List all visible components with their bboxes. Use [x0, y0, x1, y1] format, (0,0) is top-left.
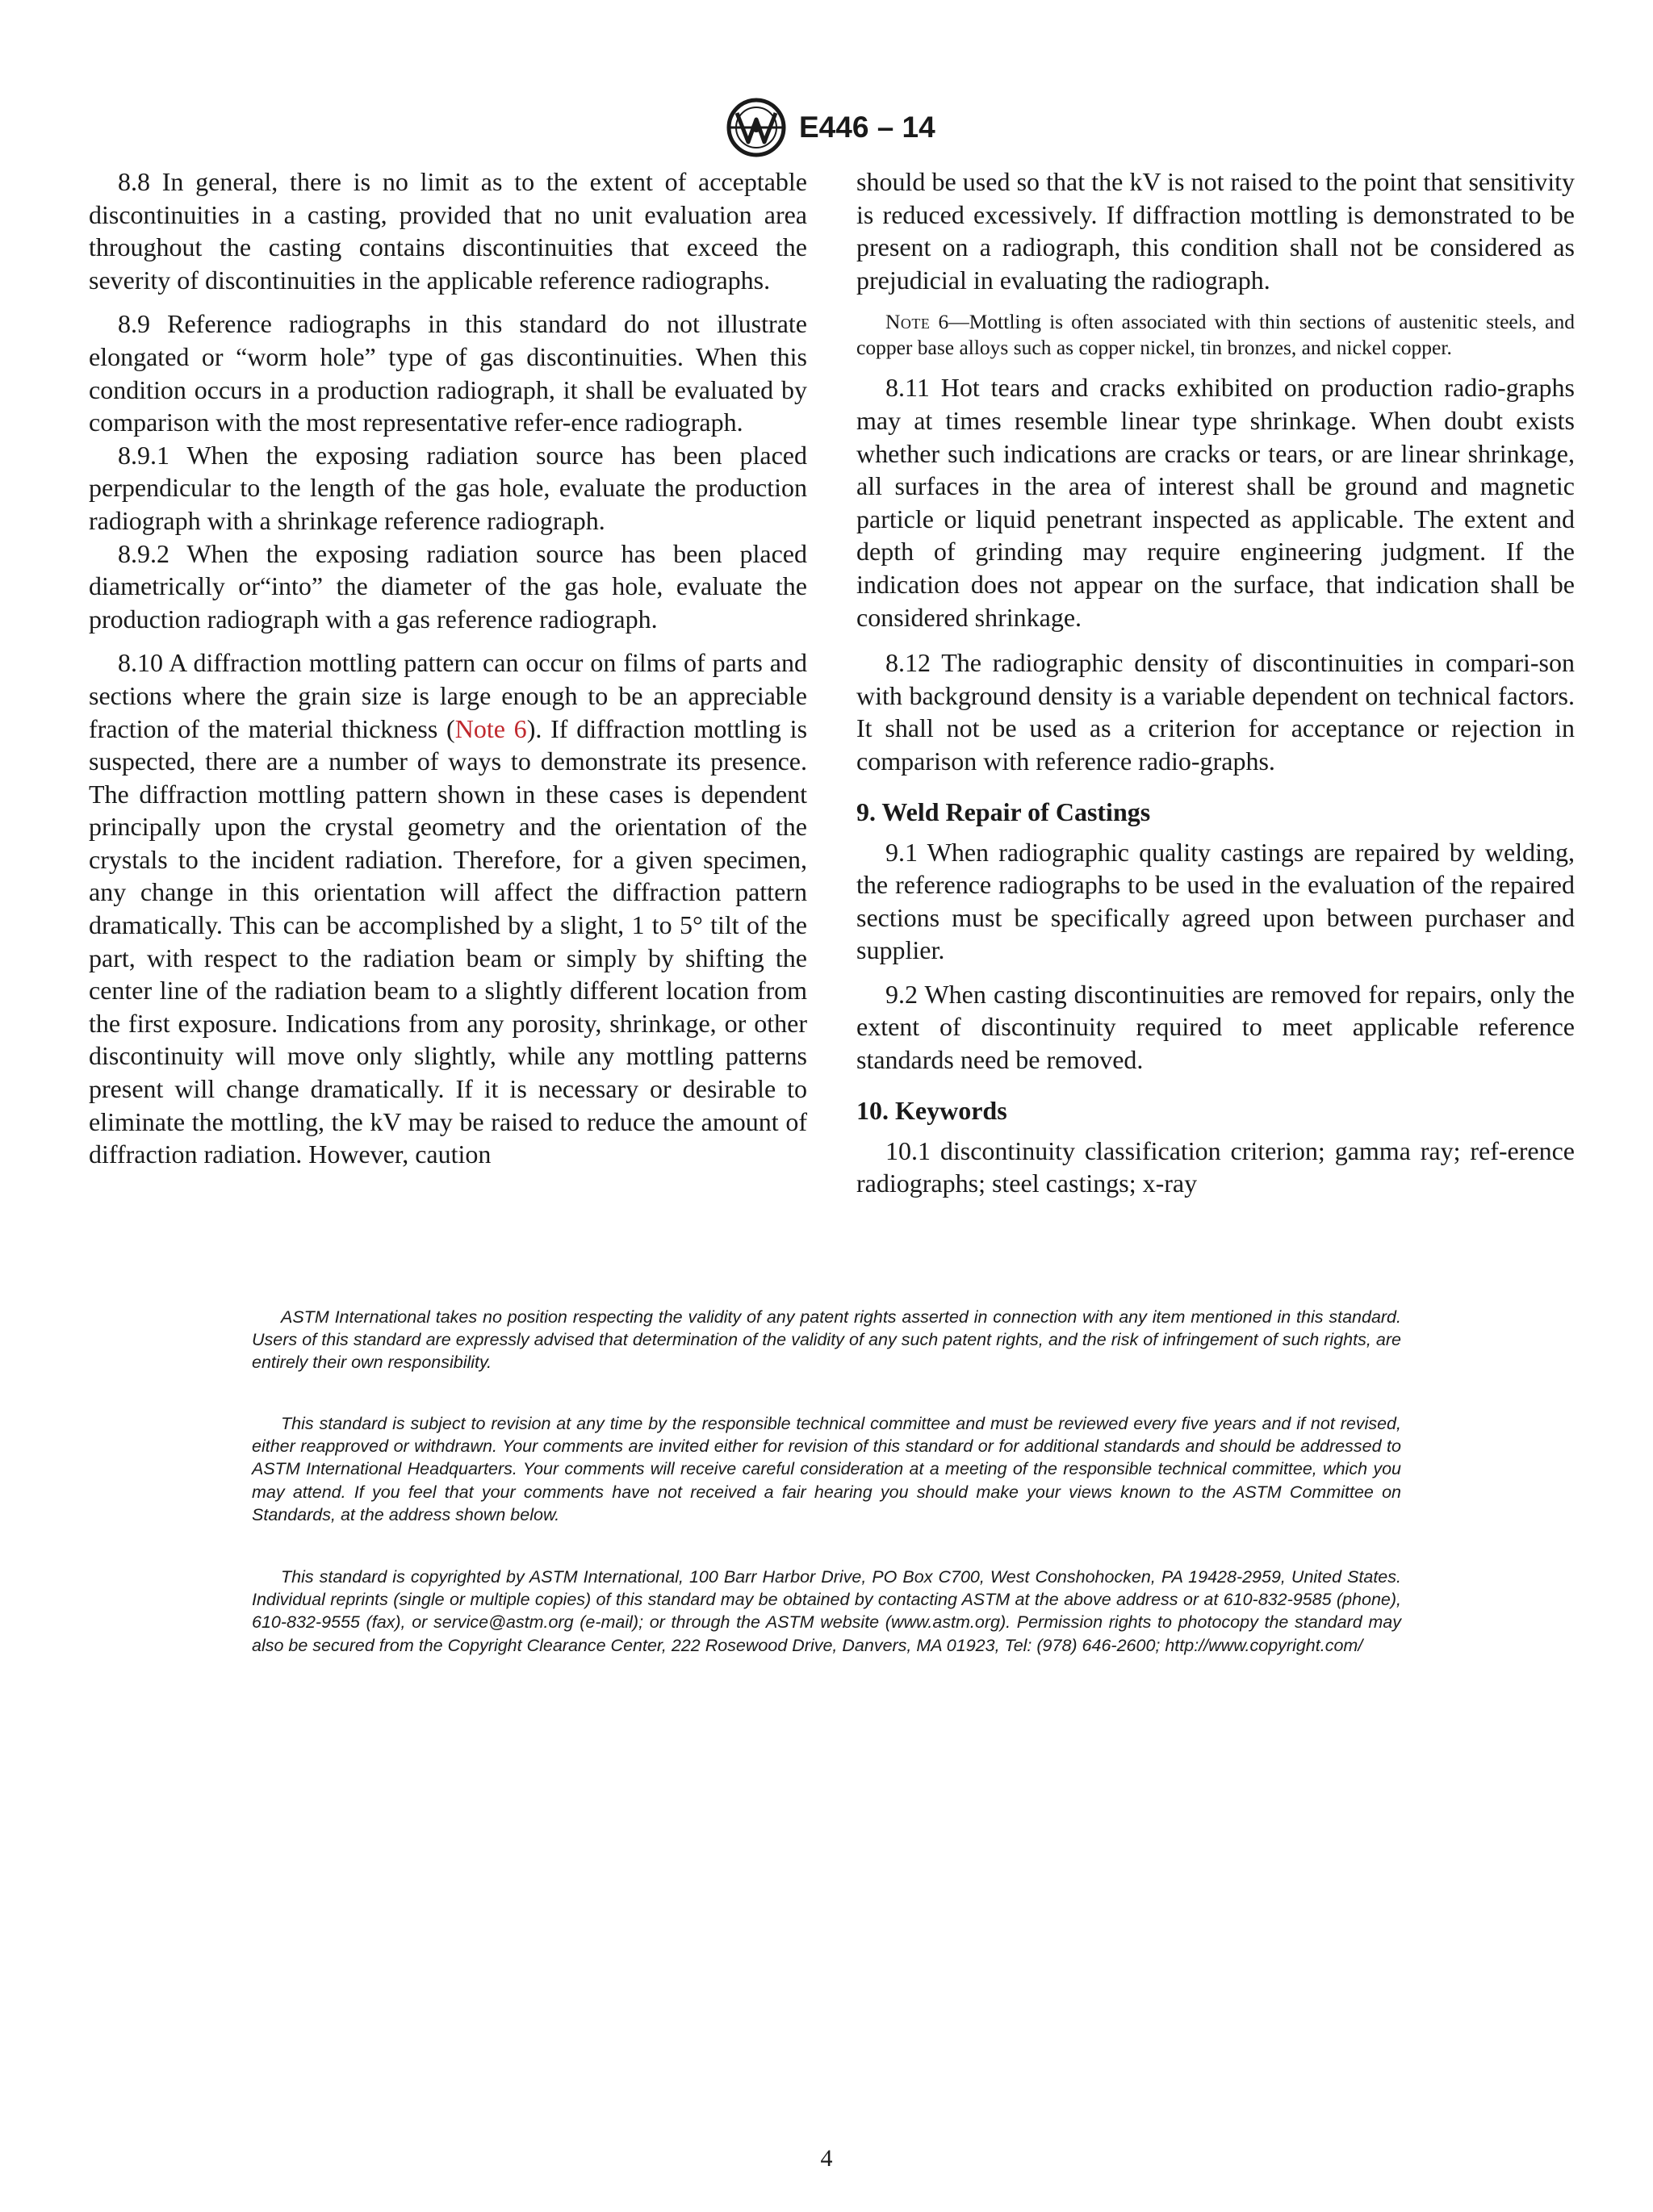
paragraph-8-9: 8.9 Reference radiographs in this standard do not illustrate elongated or “worm hole” type of gas discontinuities. When this condition occurs in a production radiograph, it shall be evaluated by comparison with the most representative refer-ence radiograph. [89, 309, 807, 437]
note-6 [856, 309, 1575, 360]
paragraph-8-11: 8.11 Hot tears and cracks exhibited on production radio-graphs may at times resemble linear type shrinkage. When doubt exists whether such indications are cracks or tears, or are linear shrinkage, all surfaces in the area of interest shall be ground and magnetic particle or liquid penetrant inspected as applicable. The extent and depth of grinding may require engineering judgment. If the indication does not appear on the surface, that indication shall be considered shrinkage. [856, 373, 1575, 632]
astm-logo-icon [724, 95, 789, 160]
page-header [0, 95, 1653, 160]
paragraph-8-10 [89, 646, 807, 1171]
page-number: 4 [820, 2145, 833, 2172]
patent-disclaimer-text: ASTM International takes no position respecting the validity of any patent rights asserted in connection with any item mentioned in this standard. Users of this standard are expressly advised that determination of the validity of any such patent rights, and the risk of infringement of such rights, are entirely their own responsibility. [252, 1307, 1401, 1373]
section-9-heading: 9. Weld Repair of Castings [856, 797, 1151, 826]
paragraph-8-10-continued: should be used so that the kV is not raised to the point that sensitivity is reduced excessively. If diffraction mottling is demonstrated to be present on a radiograph, this condition shall not be considered as prejudicial in evaluating the radiograph. [856, 167, 1575, 295]
left-column [89, 165, 807, 1171]
section-10-heading: 10. Keywords [856, 1095, 1007, 1125]
paragraph-8-10-text-a: 8.10 A diffraction mottling pattern can occur on films of parts and sections where the grain size is large enough to be an appreciable fraction of the material thickness ( [89, 648, 807, 743]
note-6-text: 6—Mottling is often associated with thin sections of austenitic steels, and copper base alloys such as copper nickel, tin bronzes, and nickel copper. [856, 310, 1575, 359]
note-6-link[interactable]: Note 6 [454, 713, 527, 743]
revision-notice [252, 1412, 1401, 1526]
revision-notice-text: This standard is subject to revision at any time by the responsible technical committee and must be reviewed every five years and if not revised, either reapproved or withdrawn. Your comments are invited either for revision of this standard or for additional standards and should be addressed to ASTM International Headquarters. Your comments will receive careful consideration at a meeting of the responsible technical committee, which you may attend. If you feel that your comments have not received a fair hearing you should make your views known to the ASTM Committee on Standards, at the address shown below. [252, 1414, 1401, 1524]
standard-designation: E446 – 14 [799, 111, 935, 144]
paragraph-8-9-2: 8.9.2 When the exposing radiation source has been placed diametrically or“into” the diameter of the gas hole, evaluate the production radiograph with a gas reference radiograph. [89, 538, 807, 633]
paragraph-10-1: 10.1 discontinuity classification criterion; gamma ray; ref-erence radiographs; steel castings; x-ray [856, 1135, 1575, 1198]
copyright-notice-text: This standard is copyrighted by ASTM International, 100 Barr Harbor Drive, PO Box C700, West Conshohocken, PA 19428-2959, United States. Individual reprints (single or multiple copies) of this standard may be obtained by contacting ASTM at the above address or at 610-832-9585 (phone), 610-832-9555 (fax), or service@astm.org (e-mail); or through the ASTM website (www.astm.org). Permission rights to photocopy the standard may also be secured from the Copyright Clearance Center, 222 Rosewood Drive, Danvers, MA 01923, Tel: (978) 646-2600; http://www.copyright.com/ [252, 1567, 1401, 1655]
right-column [856, 165, 1575, 1200]
paragraph-8-9-1: 8.9.1 When the exposing radiation source has been placed perpendicular to the length of the gas hole, evaluate the production radiograph with a shrinkage reference radiograph. [89, 440, 807, 535]
note-label: Note [885, 310, 931, 334]
paragraph-8-12: 8.12 The radiographic density of discontinuities in compari-son with background density is a variable dependent on technical factors. It shall not be used as a criterion for acceptance or rejection in comparison with reference radio-graphs. [856, 648, 1575, 776]
patent-disclaimer [252, 1306, 1401, 1374]
paragraph-9-2: 9.2 When casting discontinuities are removed for repairs, only the extent of discontinuity required to meet applicable reference standards need be removed. [856, 979, 1575, 1075]
paragraph-8-10-text-b: ). If diffraction mottling is suspected, there are a number of ways to demonstrate its presence. The diffraction mottling pattern shown in these cases is dependent principally upon the crystal geometry and the orientation of the crystals to the incident radiation. Therefore, for a given specimen, any change in this orientation will affect the diffraction pattern dramatically. This can be accomplished by a slight, 1 to 5° tilt of the part, with respect to the radiation beam or simply by shifting the center line of the radiation beam to a slightly different location from the first exposure. Indications from any porosity, shrinkage, or other discontinuity will move only slightly, while any mottling patterns present will change dramatically. If it is necessary or desirable to eliminate the mottling, the kV may be raised to reduce the amount of diffraction radiation. However, caution [89, 713, 808, 1169]
paragraph-8-8: 8.8 In general, there is no limit as to the extent of acceptable discontinuities in a casting, provided that no unit evaluation area throughout the casting contains discontinuities that exceed the severity of discontinuities in the applicable reference radiographs. [89, 167, 807, 295]
copyright-notice [252, 1566, 1401, 1657]
paragraph-9-1: 9.1 When radiographic quality castings are repaired by welding, the reference radiographs to be used in the evaluation of the repaired sections must be specifically agreed upon between purchaser and supplier. [856, 837, 1575, 965]
